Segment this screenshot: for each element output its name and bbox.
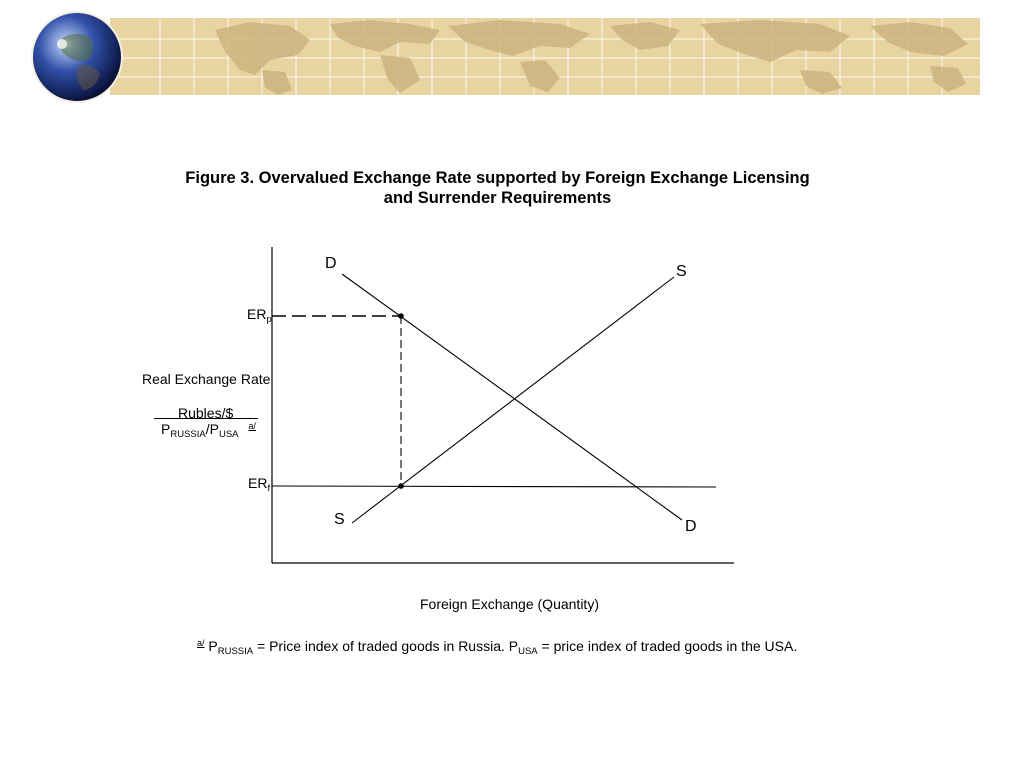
x-axis-label: Foreign Exchange (Quantity) [420, 596, 599, 612]
footnote-sub1: RUSSIA [217, 646, 254, 657]
erf-supply-point [398, 483, 404, 489]
ratio-footnote-marker: a/ [248, 421, 256, 431]
supply-label-bottom: S [334, 511, 345, 528]
ratio-den-sub2: USA [218, 429, 239, 440]
y-axis-ratio-denominator [154, 418, 258, 440]
erf-label-text: ER [248, 475, 268, 491]
footnote [197, 638, 798, 657]
demand-curve [342, 274, 682, 520]
footnote-sub2: USA [518, 646, 538, 657]
ratio-den-p1: P [161, 421, 171, 437]
erp-label [247, 306, 272, 325]
footnote-marker: a/ [197, 638, 205, 648]
erp-demand-point [398, 313, 404, 319]
figure-title-line2: and Surrender Requirements [383, 189, 612, 207]
figure-title-line1: Figure 3. Overvalued Exchange Rate supported by Foreign Exchange Licensing [185, 169, 810, 187]
ratio-den-sub1: RUSSIA [170, 429, 206, 440]
footnote-mid: = Price index of traded goods in Russia. P [253, 638, 519, 654]
y-axis-label: Real Exchange Rate [142, 371, 271, 387]
erf-label [248, 475, 271, 494]
supply-label-top: S [676, 263, 687, 280]
ratio-den-mid: /P [205, 421, 219, 437]
erf-line [272, 486, 716, 487]
erf-label-sub: f [267, 483, 271, 494]
footnote-p1: P [204, 638, 218, 654]
demand-label-bottom: D [685, 518, 697, 535]
erp-label-sub: p [266, 314, 272, 325]
erp-label-text: ER [247, 306, 267, 322]
y-axis-ratio-numerator: Rubles/$ [178, 405, 234, 421]
footnote-end: = price index of traded goods in the USA. [537, 638, 798, 654]
demand-label-top: D [325, 255, 337, 272]
